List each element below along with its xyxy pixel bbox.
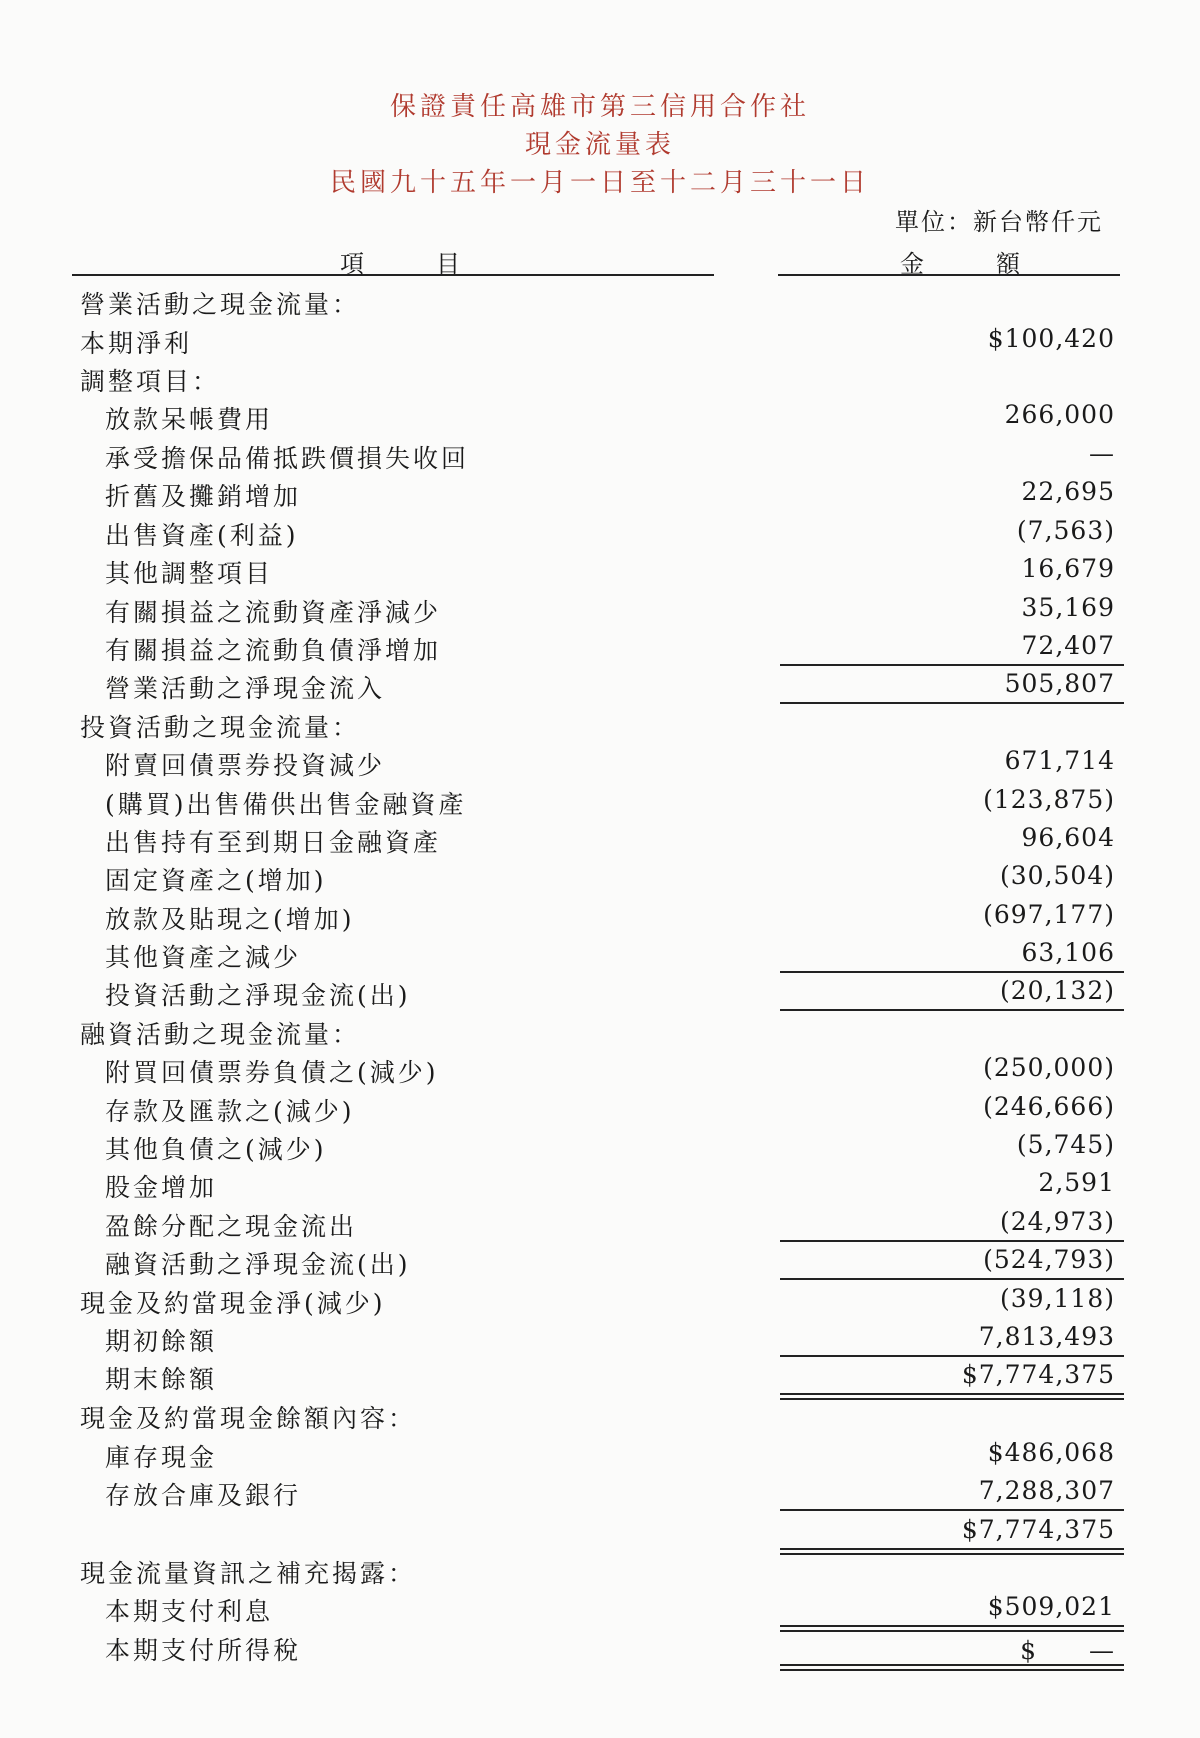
single-underline [780, 1509, 1124, 1511]
table-row [0, 1203, 1200, 1241]
column-header-item: 項 目 [340, 250, 468, 278]
table-row [0, 934, 1200, 972]
statement-period: 民國九十五年一月一日至十二月三十一日 [329, 168, 870, 198]
table-row [0, 627, 1200, 665]
row-label: 融資活動之現金流量： [80, 1020, 361, 1049]
row-amount: 63,106 [1021, 938, 1115, 967]
table-row [0, 972, 1200, 1010]
org-name: 保證責任高雄市第三信用合作社 [389, 92, 810, 122]
row-amount: 505,807 [1004, 669, 1115, 698]
table-row [0, 435, 1200, 473]
single-underline [780, 1355, 1124, 1357]
row-label: 股金增加 [105, 1173, 218, 1202]
table-row [0, 1318, 1200, 1356]
row-amount: (39,118) [1000, 1284, 1115, 1313]
table-row [0, 1472, 1200, 1510]
row-amount: 2,591 [1038, 1168, 1115, 1197]
row-amount: (5,745) [1016, 1130, 1115, 1159]
row-amount: — [1089, 439, 1115, 468]
row-amount: (123,875) [983, 785, 1115, 814]
statement-title: 現金流量表 [524, 130, 675, 160]
row-label: 投資活動之現金流量： [80, 713, 361, 742]
row-amount: $7,774,375 [961, 1360, 1115, 1389]
table-row [0, 1434, 1200, 1472]
header-rule-left [72, 274, 714, 276]
row-label: 現金流量資訊之補充揭露： [80, 1559, 417, 1588]
row-amount: $509,021 [987, 1592, 1115, 1621]
table-row [0, 1356, 1200, 1394]
table-row [0, 896, 1200, 934]
double-underline [780, 1625, 1124, 1632]
row-label: 折舊及攤銷增加 [105, 482, 302, 511]
double-underline [780, 1664, 1124, 1671]
row-amount: 22,695 [1021, 477, 1115, 506]
table-row [0, 1241, 1200, 1279]
single-underline [780, 702, 1124, 704]
row-amount: (24,973) [1000, 1207, 1115, 1236]
row-label: 其他負債之(減少) [105, 1135, 327, 1164]
single-underline [780, 1009, 1124, 1011]
row-amount: 7,813,493 [978, 1322, 1115, 1351]
row-amount: $100,420 [987, 324, 1115, 353]
row-amount: 96,604 [1021, 823, 1115, 852]
row-amount: 671,714 [1004, 746, 1115, 775]
table-row [0, 1049, 1200, 1087]
table-row [0, 396, 1200, 434]
single-underline [780, 1240, 1124, 1242]
row-label: 投資活動之淨現金流(出) [105, 981, 411, 1010]
table-row [0, 358, 1200, 396]
table-row [0, 819, 1200, 857]
row-amount: 72,407 [1021, 631, 1115, 660]
row-label: 期末餘額 [105, 1365, 218, 1394]
single-underline [780, 664, 1124, 666]
row-label: 營業活動之淨現金流入 [105, 674, 386, 703]
row-label: 承受擔保品備抵跌價損失收回 [105, 444, 470, 473]
row-label: 現金及約當現金淨(減少) [80, 1289, 386, 1318]
table-row [0, 1395, 1200, 1433]
row-label: 出售資產(利益) [105, 521, 299, 550]
double-underline [780, 1548, 1124, 1555]
row-amount: 7,288,307 [978, 1476, 1115, 1505]
row-label: 期初餘額 [105, 1327, 218, 1356]
table-row [0, 550, 1200, 588]
row-label: 其他資產之減少 [105, 943, 302, 972]
row-label: 存放合庫及銀行 [105, 1481, 302, 1510]
row-amount: (20,132) [1000, 976, 1115, 1005]
row-label: 本期淨利 [80, 329, 193, 358]
row-label: 本期支付利息 [105, 1597, 274, 1626]
table-row [0, 1164, 1200, 1202]
row-label: 現金及約當現金餘額內容： [80, 1404, 417, 1433]
row-label: 調整項目： [80, 367, 221, 396]
table-row [0, 742, 1200, 780]
row-label: (購買)出售備供出售金融資產 [105, 790, 467, 819]
row-label: 融資活動之淨現金流(出) [105, 1250, 411, 1279]
row-label: 本期支付所得稅 [105, 1636, 302, 1665]
single-underline [780, 971, 1124, 973]
table-row [0, 281, 1200, 319]
table-row [0, 1088, 1200, 1126]
row-label: 盈餘分配之現金流出 [105, 1212, 358, 1241]
row-amount: (7,563) [1016, 516, 1115, 545]
header-rule-right [778, 274, 1120, 276]
row-amount: 35,169 [1021, 593, 1115, 622]
row-label: 固定資產之(增加) [105, 866, 327, 895]
row-label: 出售持有至到期日金融資產 [105, 828, 442, 857]
row-amount: (246,666) [983, 1092, 1115, 1121]
table-row [0, 857, 1200, 895]
row-amount: 16,679 [1021, 554, 1115, 583]
table-row [0, 1511, 1200, 1549]
table-row [0, 1550, 1200, 1588]
row-label: 附賣回債票券投資減少 [105, 751, 386, 780]
row-label: 有關損益之流動負債淨增加 [105, 636, 442, 665]
table-row [0, 1011, 1200, 1049]
column-header-amount: 金 額 [900, 250, 1028, 278]
row-label: 庫存現金 [105, 1443, 218, 1472]
table-row [0, 704, 1200, 742]
table-row [0, 665, 1200, 703]
row-label: 放款及貼現之(增加) [105, 905, 355, 934]
row-amount: $ — [1020, 1636, 1115, 1665]
row-label: 放款呆帳費用 [105, 405, 274, 434]
table-row [0, 1627, 1200, 1665]
row-label: 其他調整項目 [105, 559, 274, 588]
table-row [0, 1126, 1200, 1164]
row-amount: $486,068 [987, 1438, 1115, 1467]
row-label: 有關損益之流動資產淨減少 [105, 598, 442, 627]
row-amount: $7,774,375 [961, 1515, 1115, 1544]
unit-label: 單位：新台幣仟元 [895, 208, 1103, 236]
table-row [0, 589, 1200, 627]
table-row [0, 512, 1200, 550]
row-amount: (524,793) [983, 1245, 1115, 1274]
double-underline [780, 1393, 1124, 1400]
table-row [0, 473, 1200, 511]
table-row [0, 781, 1200, 819]
row-amount: 266,000 [1004, 400, 1115, 429]
row-label: 附買回債票券負債之(減少) [105, 1058, 439, 1087]
table-row [0, 1280, 1200, 1318]
table-row [0, 320, 1200, 358]
single-underline [780, 1278, 1124, 1280]
row-amount: (30,504) [1000, 861, 1115, 890]
row-label: 營業活動之現金流量： [80, 290, 361, 319]
row-label: 存款及匯款之(減少) [105, 1097, 355, 1126]
row-amount: (250,000) [983, 1053, 1115, 1082]
table-row [0, 1588, 1200, 1626]
row-amount: (697,177) [983, 900, 1115, 929]
